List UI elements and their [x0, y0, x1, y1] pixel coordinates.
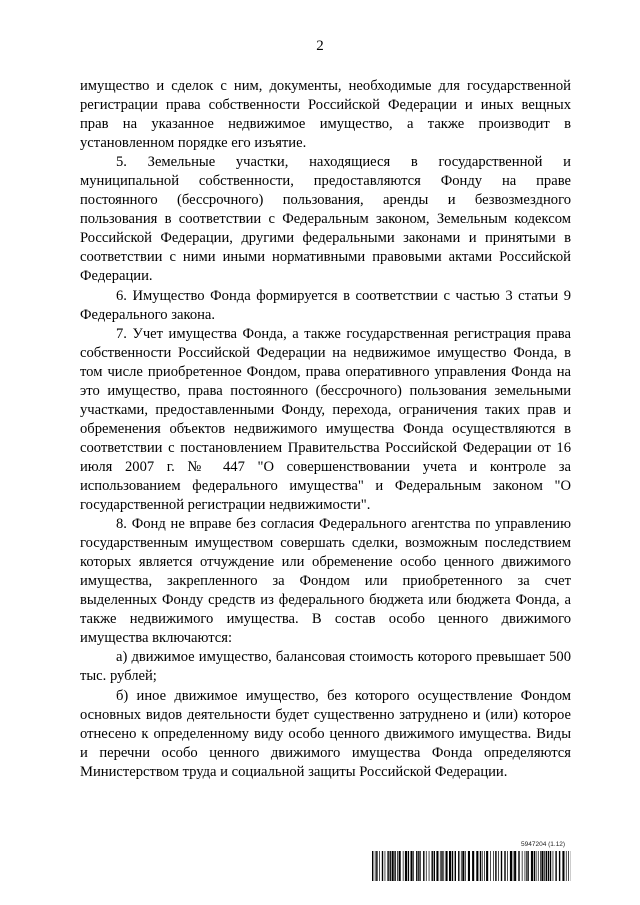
paragraph-item-6: 6. Имущество Фонда формируется в соответствии с частью 3 статьи 9 Федерального закона. — [80, 287, 571, 323]
paragraph-intro: имущество и сделок с ним, документы, необходимые для государственной регистрации права собственности Российской Федерации и иных вещных прав на указанное недвижимое имущество, а также производит в установленном порядке его изъятие. — [80, 78, 571, 152]
paragraph-item-8: 8. Фонд не вправе без согласия Федерального агентства по управлению государственным имуществом совершать сделки, возможным последствием которых является отчуждение или обременение особо ценного движимого имущества, закрепленного за Фондом или приобретенного за счет выделенных Фонду средств из федерального бюджета или бюджета Фонда, а также недвижимого имущества. В состав особо ценного движимого имущества включаются: — [80, 516, 571, 647]
paragraph-item-7: 7. Учет имущества Фонда, а также государственная регистрация права собственности Российской Федерации на недвижимое имущество Фонда, в том числе приобретенное Фондом, права оперативного управления Фонда на это имущество, права постоянного (бессрочного) пользования земельными участками, предоставленными Фонду, перехода, ограничения таких прав и обременения объектов недвижимого имущества Фонда осуществляются в соответствии с постановлением Правительства Российской Федерации от 16 июля 2007 г. № 447 "О совершенствовании учета и контроле за использованием федерального имущества" и Федеральным законом "О государственной регистрации недвижимости". — [80, 325, 571, 514]
paragraph-subitem-b: б) иное движимое имущество, без которого осуществление Фондом основных видов деятельности будет существенно затруднено и (или) которое отнесено к определенному виду особо ценного движимого имущества. Виды и перечни особо ценного движимого имущества Фонда определяются Министерством труда и социальной защиты Российской Федерации. — [80, 687, 571, 780]
barcode-icon — [372, 851, 571, 881]
document-code: 5947204 (1.12) — [521, 841, 566, 848]
page-number: 2 — [316, 38, 324, 54]
paragraph-item-5: 5. Земельные участки, находящиеся в государственной и муниципальной собственности, предоставляются Фонду на праве постоянного (бессрочного) пользования, аренды и безвозмездного пользования в соответствии с Федеральным законом, Земельным кодексом Российской Федерации, другими федеральными законами и принятыми в соответствии с ними иными нормативными правовыми актами Российской Федерации. — [80, 154, 571, 285]
paragraph-subitem-a: а) движимое имущество, балансовая стоимость которого превышает 500 тыс. рублей; — [80, 649, 571, 685]
document-body — [80, 77, 571, 782]
